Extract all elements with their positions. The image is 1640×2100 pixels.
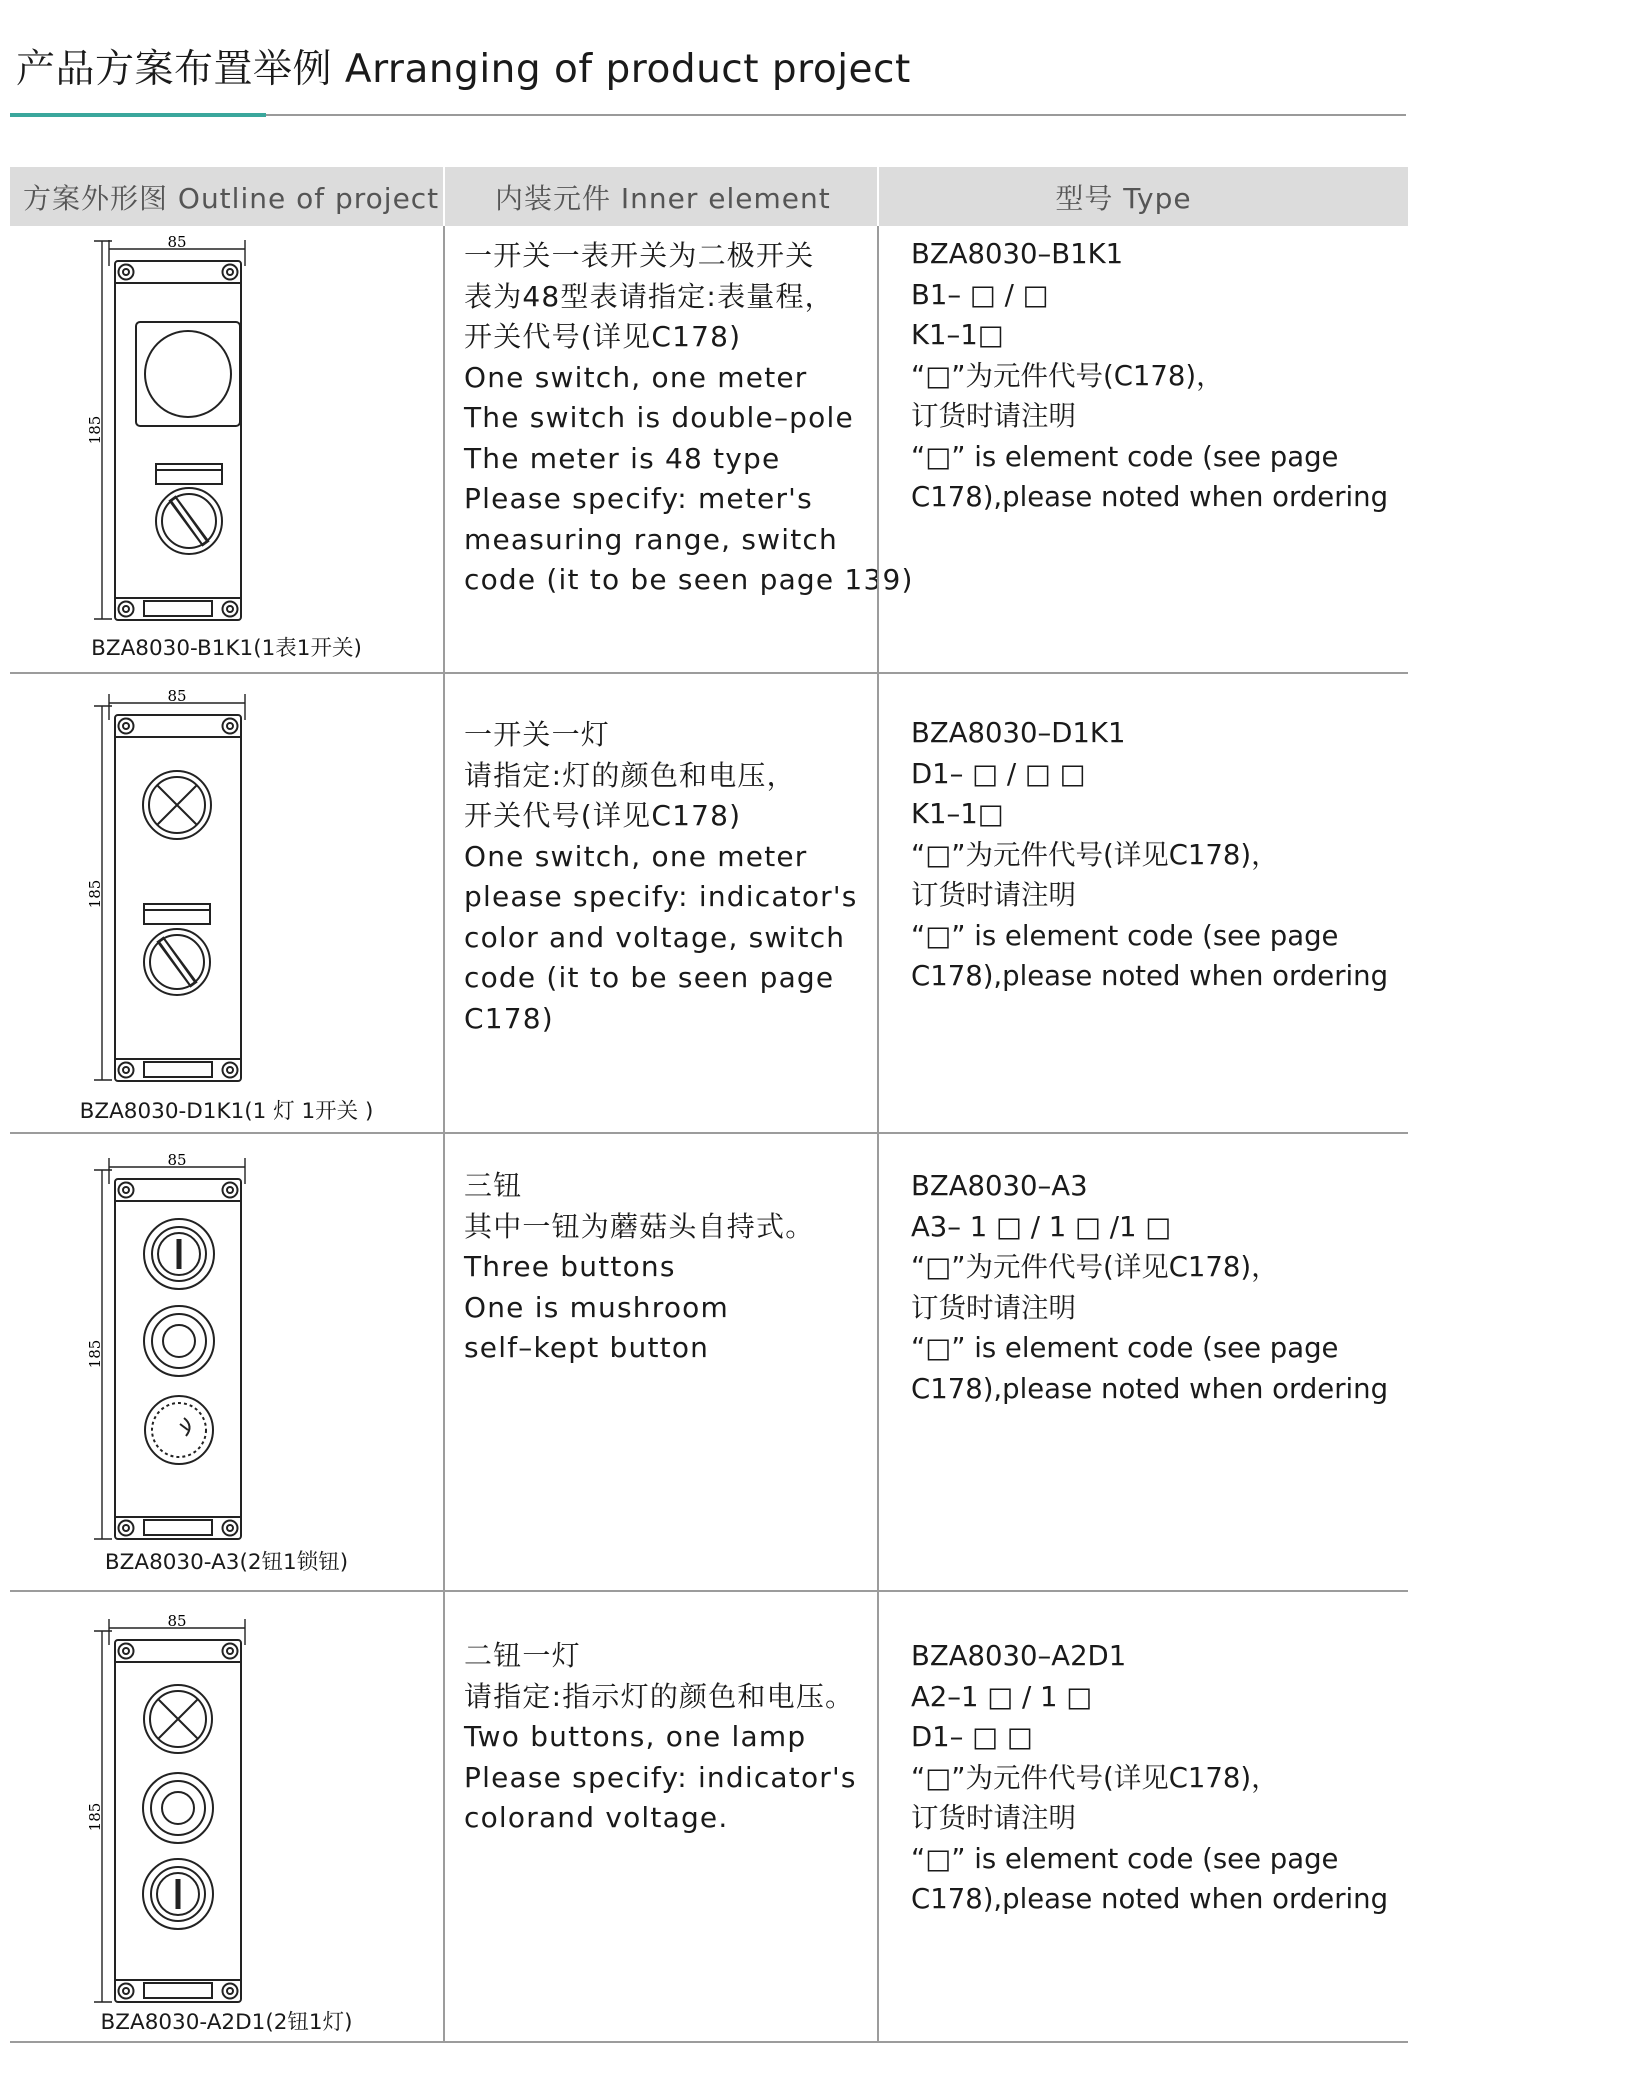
type-text: “□”为元件代号(详见C178)， (911, 1761, 1279, 1794)
outline-caption: BZA8030-D1K1(1 灯 1开关 ) (79, 1099, 374, 1124)
inner-element-text: C178) (464, 1001, 554, 1035)
inner-element-text: 请指定:灯的颜色和电压， (464, 758, 796, 792)
type-text: C178),please noted when ordering (911, 481, 1389, 513)
type-text: 订货时请注明 (911, 1291, 1076, 1324)
type-text: A3– 1 □ / 1 □ /1 □ (911, 1210, 1172, 1243)
lamp-icon (143, 771, 211, 839)
inner-element-text: self–kept button (464, 1331, 710, 1364)
type-text: K1–1□ (911, 798, 1004, 830)
dimension-lines (94, 694, 245, 1080)
table-row (10, 226, 1408, 674)
outline-caption: BZA8030-A2D1(2钮1灯) (100, 2010, 353, 2035)
inner-element-cell (443, 226, 914, 672)
table-row (10, 674, 1408, 1134)
type-text: C178),please noted when ordering (911, 1372, 1389, 1405)
type-text: BZA8030–A2D1 (911, 1640, 1127, 1672)
column-header-type: 型号 Type (877, 167, 1408, 226)
inner-element-text: 其中一钮为蘑菇头自持式。 (464, 1209, 815, 1243)
type-text: 订货时请注明 (911, 1802, 1076, 1834)
type-cell (877, 1134, 1408, 1590)
push-button-icon (143, 1859, 213, 1929)
push-button-ring-icon (143, 1773, 213, 1843)
enclosure-body (115, 261, 241, 620)
inner-element-text: One is mushroom (464, 1290, 729, 1324)
inner-element-text: One switch, one meter (464, 839, 808, 873)
type-text: “□” is element code (see page (911, 440, 1339, 473)
dimension-height-label: 185 (86, 415, 104, 445)
type-text: A2–1 □ / 1 □ (911, 1680, 1093, 1713)
push-button-ring-icon (144, 1306, 214, 1376)
inner-element-text: 请指定:指示灯的颜色和电压。 (464, 1679, 855, 1713)
enclosure-drawing (86, 1605, 332, 2029)
type-cell (877, 226, 1408, 672)
enclosure-drawing (86, 226, 332, 660)
type-text: “□” is element code (see page (911, 919, 1339, 952)
inner-element-cell (443, 1134, 877, 1590)
type-cell (877, 1592, 1408, 2041)
inner-element-text: color and voltage, switch (464, 920, 846, 954)
type-text: 订货时请注明 (911, 400, 1076, 432)
enclosure-svg (86, 226, 332, 656)
enclosure-svg (86, 1605, 332, 2025)
outline-cell (10, 674, 443, 1132)
meter-icon (136, 322, 240, 426)
enclosure-svg (86, 1144, 332, 1564)
dimension-height-label: 185 (86, 1339, 104, 1369)
type-text: BZA8030–A3 (911, 1170, 1088, 1202)
enclosure-svg (86, 680, 332, 1100)
inner-element-text: The switch is double–pole (464, 401, 854, 434)
dimension-width-label: 85 (167, 1612, 187, 1630)
selector-switch-icon (144, 904, 210, 995)
dimension-height-label: 185 (86, 1802, 104, 1832)
inner-element-text: 三钮 (464, 1169, 523, 1202)
dimension-width-label: 85 (167, 687, 187, 705)
type-text: K1–1□ (911, 319, 1004, 351)
inner-element-text: Three buttons (464, 1250, 676, 1283)
dimension-lines (94, 1619, 245, 2002)
type-cell (877, 674, 1408, 1132)
inner-element-text: 表为48型表请指定:表量程， (464, 279, 834, 313)
type-text: “□” is element code (see page (911, 1332, 1339, 1364)
push-button-icon (144, 1219, 214, 1289)
title-accent-bar (10, 113, 266, 117)
inner-element-text: Please specify: indicator's (464, 1760, 857, 1794)
inner-element-text: colorand voltage. (464, 1801, 729, 1834)
outline-cell (10, 226, 443, 672)
outline-cell (10, 1134, 443, 1590)
inner-element-text: One switch, one meter (464, 360, 808, 394)
table-row (10, 1134, 1408, 1592)
page-title: 产品方案布置举例 Arranging of product project (16, 47, 911, 92)
inner-element-text: 开关代号(详见C178) (464, 799, 742, 832)
type-text: “□”为元件代号(详见C178)， (911, 1251, 1279, 1283)
type-text: “□”为元件代号(C178)， (911, 359, 1224, 392)
dimension-width-label: 85 (167, 233, 187, 251)
outline-cell (10, 1592, 443, 2041)
dimension-lines (94, 240, 245, 619)
type-text: C178),please noted when ordering (911, 1883, 1389, 1915)
inner-element-text: 一开关一灯 (464, 718, 611, 751)
type-text: “□”为元件代号(详见C178)， (911, 838, 1279, 871)
dimension-lines (94, 1158, 245, 1539)
enclosure-drawing (86, 680, 332, 1104)
type-text: C178),please noted when ordering (911, 960, 1389, 992)
table-header (10, 167, 1408, 226)
inner-element-text: Please specify: meter's (464, 482, 813, 515)
column-header-inner-element: 内装元件 Inner element (443, 167, 877, 226)
type-text: 订货时请注明 (911, 879, 1076, 911)
inner-element-text: 一开关一表开关为二极开关 (464, 239, 815, 272)
table-row (10, 1592, 1408, 2043)
type-text: D1– □ / □ □ (911, 757, 1086, 790)
product-table (10, 167, 1408, 2043)
dimension-width-label: 85 (167, 1151, 187, 1169)
type-text: BZA8030–D1K1 (911, 717, 1126, 749)
inner-element-text: please specify: indicator's (464, 880, 858, 913)
outline-caption: BZA8030-B1K1(1表1开关) (91, 636, 362, 661)
inner-element-text: 开关代号(详见C178) (464, 320, 742, 353)
inner-element-text: The meter is 48 type (464, 441, 781, 475)
enclosure-body (115, 1640, 241, 2002)
inner-element-text: code (it to be seen page 139) (464, 563, 914, 596)
column-header-outline: 方案外形图 Outline of project (23, 181, 440, 215)
type-text: B1– □ / □ (911, 278, 1049, 311)
inner-element-text: Two buttons, one lamp (464, 1720, 807, 1753)
type-text: “□” is element code (see page (911, 1842, 1339, 1875)
inner-element-text: measuring range, switch (464, 522, 838, 556)
inner-element-cell (443, 674, 877, 1132)
dimension-height-label: 185 (86, 879, 104, 909)
inner-element-text: 二钮一灯 (464, 1639, 581, 1672)
lamp-icon (144, 1685, 212, 1753)
inner-element-text: code (it to be seen page (464, 961, 835, 994)
type-text: D1– □ □ (911, 1721, 1033, 1753)
mushroom-button-icon (145, 1396, 213, 1464)
outline-caption: BZA8030-A3(2钮1锁钮) (104, 1550, 349, 1575)
enclosure-drawing (86, 1144, 332, 1568)
type-text: BZA8030–B1K1 (911, 238, 1124, 270)
enclosure-body (115, 715, 241, 1081)
selector-switch-icon (156, 464, 222, 554)
inner-element-cell (443, 1592, 877, 2041)
